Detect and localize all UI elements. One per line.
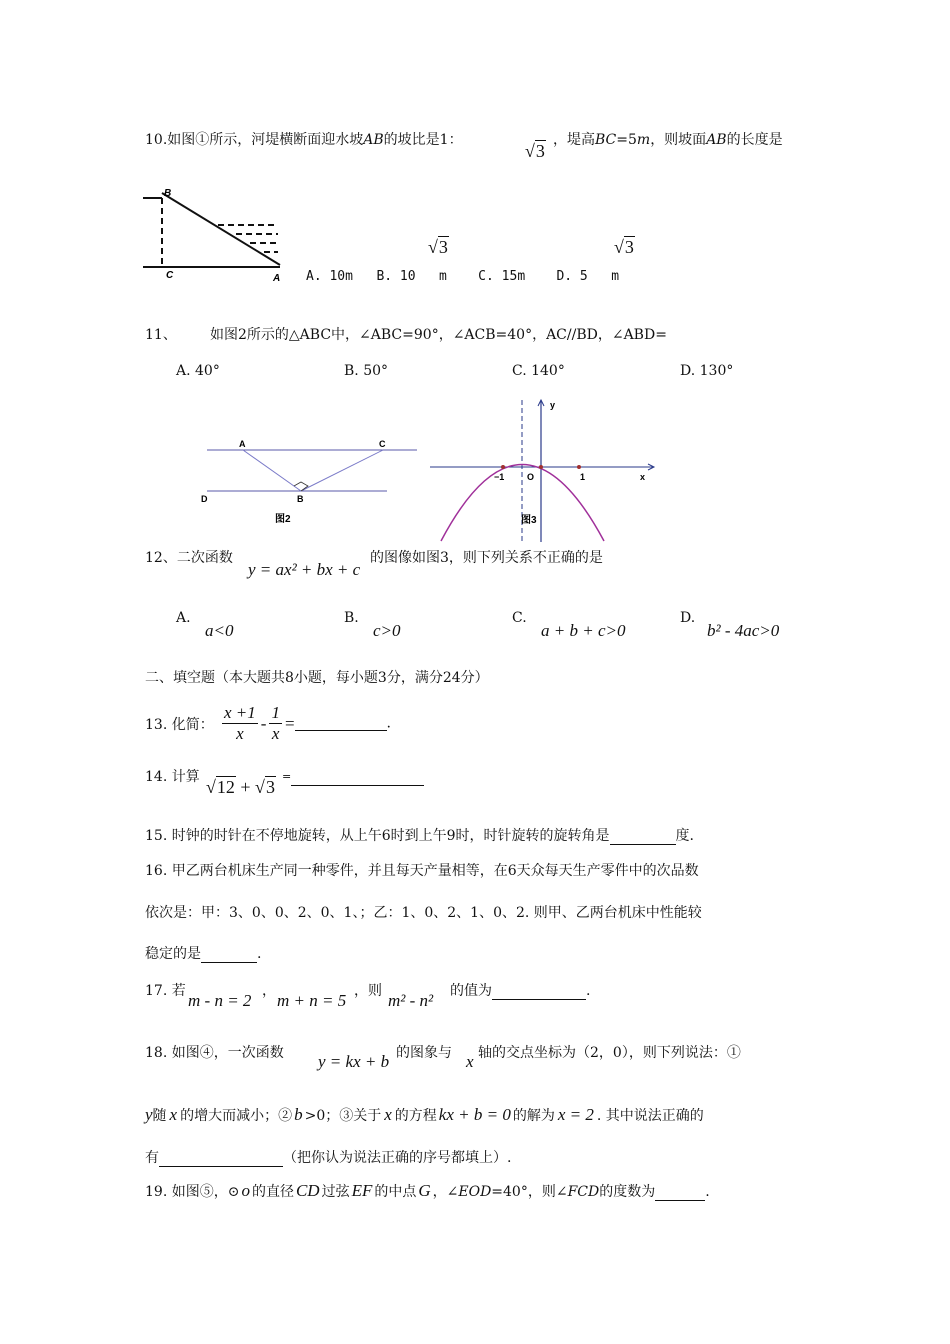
point-c-label: C: [166, 270, 174, 281]
q12-opt-c: a + b + c>0: [541, 621, 626, 640]
q16-answer-blank[interactable]: [201, 948, 257, 963]
q16-line-1: 16. 甲乙两台机床生产同一种零件，并且每天产量相等，在6天众每天生产零件中的次品数: [145, 863, 699, 879]
q14-answer-blank[interactable]: [291, 771, 424, 786]
q10-opt-b-sqrt: √3: [428, 237, 448, 257]
q13-expression: $\frac{x +1}{x}$ - $\frac{1}{x}$ = .: [224, 703, 391, 743]
fig2-label-a: A: [239, 439, 246, 449]
q10-stem: 10.如图①所示，河堤横断面迎水坡AB的坡比是1：: [145, 132, 463, 148]
q17-tail: 的值为 .: [450, 983, 591, 999]
q11-option-d: D. 130°: [680, 363, 734, 379]
q17-expr-1: m - n = 2: [188, 991, 252, 1010]
q12-formula: y = ax² + bx + c: [248, 560, 361, 579]
figure-3: [428, 396, 658, 544]
q12-opt-b: c>0: [373, 621, 401, 640]
q18-lead: 18. 如图④，一次函数: [145, 1045, 284, 1061]
q13-fraction-2: $\frac{1}{x}$: [271, 703, 280, 743]
q18-t1: 的图象与: [396, 1045, 452, 1061]
q11-num: 11、: [145, 327, 177, 343]
q19-question: 19. 如图⑤，⊙ o 的直径 CD 过弦 EF 的中点 G ，∠EOD=40°，则∠FCD的度数为 .: [145, 1181, 710, 1200]
fig3-one-label: 1: [580, 472, 586, 482]
q13-fraction-1: $\frac{x +1}{x}$: [224, 703, 256, 743]
q17-sep: ，: [262, 983, 276, 999]
q18-line-2: y随 x 的增大而减小；② b >0；③关于 x 的方程 kx + b = 0 的解为 x = 2 . 其中说法正确的: [145, 1105, 704, 1124]
figure-2: [195, 432, 425, 532]
point-b-label: B: [164, 188, 172, 199]
q12-opt-b-letter: B.: [344, 610, 359, 626]
q17-lead: 17. 若: [145, 983, 186, 999]
q11-option-b: B. 50°: [344, 363, 389, 379]
q12-opt-d: b² - 4ac>0: [707, 621, 780, 640]
fig3-origin-label: O: [527, 472, 535, 482]
q12-stem-b: 的图像如图3，则下列关系不正确的是: [370, 550, 603, 566]
fig3-x-label: x: [640, 472, 646, 482]
q13-lead: 13. 化简：: [145, 717, 214, 733]
point-a-label: A: [273, 273, 281, 284]
fig2-caption: 图2: [275, 514, 291, 525]
q13-answer-blank[interactable]: [295, 716, 387, 731]
q15-question: 15. 时钟的时针在不停地旋转，从上午6时到上午9时，时针旋转的旋转角是 度.: [145, 828, 694, 844]
q14-expression: √12 + √3: [206, 777, 275, 797]
fig3-y-label: y: [550, 400, 556, 410]
q14-eq: =: [282, 768, 424, 786]
q15-answer-blank[interactable]: [610, 830, 676, 845]
q10-options: A. 10m B. 10 m C. 15m D. 5 m: [306, 269, 620, 284]
q12-opt-c-letter: C.: [512, 610, 527, 626]
fig2-label-b: B: [297, 494, 304, 504]
q10-figure: [140, 185, 290, 285]
q18-line-3: 有 （把你认为说法正确的序号都填上）.: [145, 1150, 512, 1166]
fig3-caption: 图3: [521, 515, 537, 526]
q11-option-a: A. 40°: [176, 363, 220, 379]
q12-opt-a-letter: A.: [176, 610, 191, 626]
q18-t2: 轴的交点坐标为（2，0），则下列说法：①: [478, 1045, 741, 1061]
q17-expr-2: m + n = 5: [277, 991, 347, 1010]
fig2-label-c: C: [379, 439, 386, 449]
q16-line-2: 依次是：甲：3、0、0、2、0、1、；乙：1、0、2、1、0、2. 则甲、乙两台机床中性能较: [145, 905, 702, 921]
q14-lead: 14. 计算: [145, 769, 200, 785]
section-2-title: 二、填空题（本大题共8小题，每小题3分，满分24分）: [145, 670, 489, 686]
q17-mid: ，则: [354, 983, 382, 999]
fig3-neg1-label: −1: [494, 472, 505, 482]
q18-answer-blank[interactable]: [159, 1152, 283, 1167]
q11-stem: 如图2所示的△ABC中，∠ABC=90°，∠ACB=40°，AC//BD，∠ABD=: [210, 327, 667, 343]
q18-function: y = kx + b: [318, 1052, 390, 1071]
q10-stem-b: ，堤高BC=5m，则坡面AB的长度是: [553, 132, 783, 148]
q10-opt-d-sqrt: √3: [614, 237, 634, 257]
q12-opt-d-letter: D.: [680, 610, 696, 626]
q12-num-stem: 12、二次函数: [145, 550, 233, 566]
q17-answer-blank[interactable]: [492, 985, 586, 1000]
q17-expr-3: m² - n²: [388, 991, 434, 1010]
q10-sqrt3: √3: [525, 141, 545, 161]
q18-x-var: x: [466, 1052, 474, 1071]
q12-opt-a: a<0: [205, 621, 234, 640]
fig2-label-d: D: [201, 494, 208, 504]
q19-answer-blank[interactable]: [655, 1186, 705, 1201]
q11-option-c: C. 140°: [512, 363, 565, 379]
q16-line-3: 稳定的是 .: [145, 946, 262, 962]
